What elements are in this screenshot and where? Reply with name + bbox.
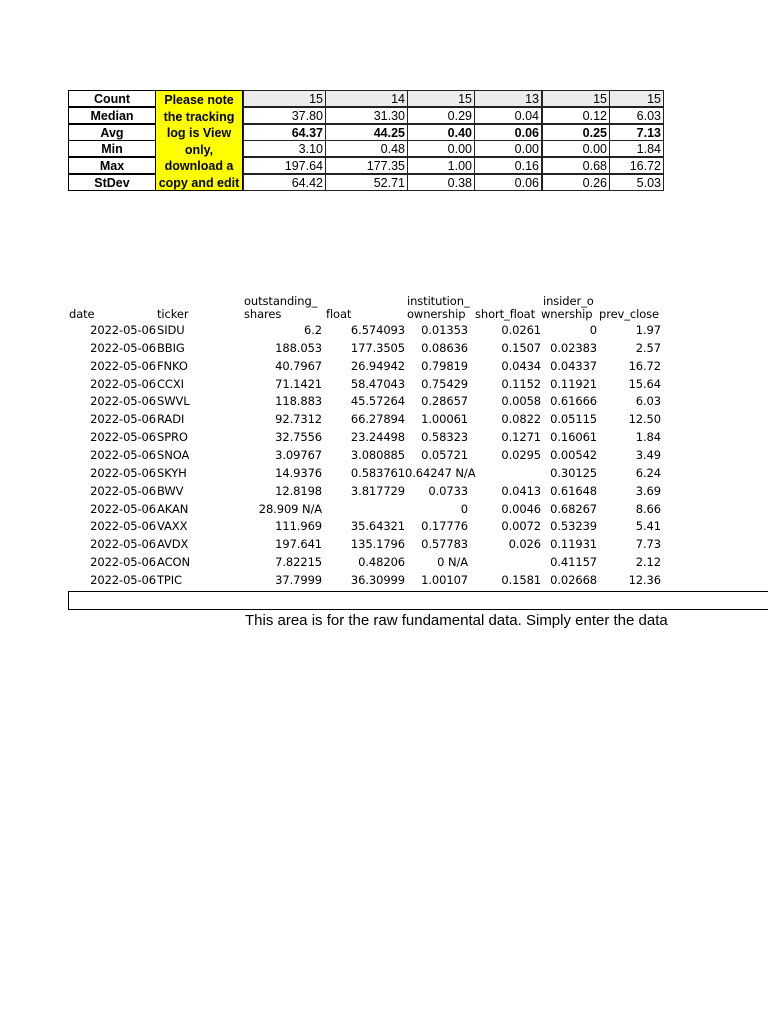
table-row [0,535,700,553]
header-outstanding-line2: shares [244,307,282,321]
cell-insider[interactable]: 0.02668 [550,572,597,587]
summary-value-cell[interactable]: 14 [325,90,408,107]
cell-short[interactable]: 0.0058 [501,394,541,409]
summary-value-cell[interactable]: 16.72 [609,157,664,174]
summary-value-cell[interactable]: 0.00 [474,140,542,157]
cell-inst[interactable]: 0.75429 [421,376,468,391]
cell-ticker[interactable]: TPIC [157,572,182,587]
table-row [0,500,700,518]
cell-short[interactable]: 0.0413 [501,483,541,498]
cell-inst[interactable]: 0.64247 N/A [405,465,476,480]
cell-insider[interactable]: 0.30125 [550,465,597,480]
cell-date[interactable]: 2022-05-06 [90,376,156,391]
summary-row-label: Min [68,140,156,157]
cell-shares[interactable]: 3.09767 [275,447,322,462]
cell-ticker[interactable]: AVDX [157,537,189,552]
cell-shares[interactable]: 111.969 [275,519,322,534]
table-row [0,392,700,410]
cell-shares[interactable]: 32.7556 [275,430,322,445]
cell-inst[interactable]: 0.79819 [421,358,468,373]
cell-date[interactable]: 2022-05-06 [90,340,156,355]
summary-value-cell[interactable]: 0.25 [542,124,610,141]
cell-float[interactable]: 135.1796 [350,537,405,552]
cell-shares[interactable]: 71.1421 [275,376,322,391]
cell-inst[interactable]: 0 [460,501,468,516]
summary-value-cell[interactable]: 1.84 [609,140,664,157]
cell-insider[interactable]: 0.11921 [550,376,597,391]
empty-input-row[interactable] [68,591,768,610]
cell-inst[interactable]: 0.08636 [421,340,468,355]
raw-data-instructions: This area is for the raw fundamental data. Simply enter the data [245,612,668,629]
summary-value-cell[interactable]: 5.03 [609,174,664,191]
cell-insider[interactable]: 0.61648 [550,483,597,498]
cell-float[interactable]: 0.48206 [358,555,405,570]
cell-float[interactable]: 177.3505 [350,340,405,355]
summary-value-cell[interactable]: 7.13 [609,124,664,141]
summary-value-cell[interactable]: 3.10 [243,140,326,157]
summary-value-cell[interactable]: 0.04 [474,107,542,124]
summary-row-label: Count [68,90,156,107]
cell-ticker[interactable]: BWV [157,483,184,498]
summary-value-cell[interactable]: 0.16 [474,157,542,174]
cell-prev[interactable]: 2.12 [635,555,661,570]
summary-value-cell[interactable]: 0.06 [474,174,542,191]
cell-prev[interactable]: 7.73 [635,537,661,552]
cell-float[interactable]: 3.080885 [350,447,405,462]
table-row [0,446,700,464]
cell-date[interactable]: 2022-05-06 [90,430,156,445]
cell-prev[interactable]: 1.84 [635,430,661,445]
cell-prev[interactable]: 2.57 [635,340,661,355]
cell-insider[interactable]: 0.53239 [550,519,597,534]
cell-prev[interactable]: 8.66 [635,501,661,516]
cell-short[interactable]: 0.1507 [501,340,541,355]
header-float: float [326,307,352,321]
table-row [0,553,700,571]
cell-insider[interactable]: 0.61666 [550,394,597,409]
summary-value-cell[interactable]: 1.00 [407,157,475,174]
summary-row-label: Avg [68,124,156,141]
header-prev-close: prev_close [599,307,660,321]
table-row [0,428,700,446]
cell-inst[interactable]: 0 N/A [437,555,468,570]
cell-float[interactable]: 26.94942 [350,358,405,373]
summary-row-label: Max [68,157,156,174]
cell-date[interactable]: 2022-05-06 [90,412,156,427]
cell-ticker[interactable]: SKYH [157,465,187,480]
summary-value-cell[interactable]: 0.12 [542,107,610,124]
table-row [0,357,700,375]
summary-value-cell[interactable]: 0.26 [542,174,610,191]
cell-float[interactable]: 45.57264 [350,394,405,409]
cell-ticker[interactable]: AKAN [157,501,189,516]
cell-short[interactable]: 0.0434 [501,358,541,373]
cell-shares[interactable]: 14.9376 [275,465,322,480]
cell-inst[interactable]: 0.05721 [421,447,468,462]
cell-shares[interactable]: 7.82215 [275,555,322,570]
summary-value-cell[interactable]: 64.42 [243,174,326,191]
cell-inst[interactable]: 0.17776 [421,519,468,534]
cell-insider[interactable]: 0.11931 [550,537,597,552]
cell-prev[interactable]: 3.49 [635,447,661,462]
table-row [0,517,700,535]
summary-value-cell[interactable]: 0.00 [542,140,610,157]
summary-value-cell[interactable]: 15 [243,90,326,107]
cell-prev[interactable]: 12.50 [628,412,661,427]
table-row [0,482,700,500]
cell-short[interactable]: 0.026 [508,537,541,552]
cell-date[interactable]: 2022-05-06 [90,519,156,534]
cell-ticker[interactable]: CCXI [157,376,184,391]
summary-value-cell[interactable]: 64.37 [243,124,326,141]
cell-ticker[interactable]: FNKO [157,358,188,373]
header-insider-line1: insider_o [543,294,594,308]
header-outstanding-line1: outstanding_ [244,294,318,308]
table-row [0,410,700,428]
summary-value-cell[interactable]: 0.68 [542,157,610,174]
cell-short[interactable]: 0.1581 [501,572,541,587]
summary-row-label: StDev [68,174,156,191]
summary-value-cell[interactable]: 197.64 [243,157,326,174]
summary-value-cell[interactable]: 15 [407,90,475,107]
cell-date[interactable]: 2022-05-06 [90,501,156,516]
table-row [0,339,700,357]
summary-value-cell[interactable]: 15 [542,90,610,107]
cell-ticker[interactable]: BBIG [157,340,185,355]
cell-date[interactable]: 2022-05-06 [90,483,156,498]
cell-inst[interactable]: 1.00061 [421,412,468,427]
cell-inst[interactable]: 0.57783 [421,537,468,552]
summary-value-cell[interactable]: 31.30 [325,107,408,124]
summary-value-cell[interactable]: 44.25 [325,124,408,141]
cell-short[interactable]: 0.0295 [501,447,541,462]
cell-prev[interactable]: 6.24 [635,465,661,480]
cell-prev[interactable]: 3.69 [635,483,661,498]
cell-insider[interactable]: 0.04337 [550,358,597,373]
cell-shares[interactable]: 37.7999 [275,572,322,587]
cell-float[interactable]: 35.64321 [350,519,405,534]
cell-prev[interactable]: 15.64 [628,376,661,391]
cell-short[interactable]: 0.0822 [501,412,541,427]
cell-inst[interactable]: 0.58323 [421,430,468,445]
header-institution-line1: institution_ [407,294,470,308]
cell-short[interactable]: 0.1271 [501,430,541,445]
cell-date[interactable]: 2022-05-06 [90,537,156,552]
cell-prev[interactable]: 1.97 [635,323,661,337]
cell-float[interactable]: 3.817729 [350,483,405,498]
table-row [0,321,700,339]
view-only-notice: Please note the tracking log is View only, download a copy and edit [155,90,243,191]
cell-short[interactable]: 0.0046 [501,501,541,516]
cell-date[interactable]: 2022-05-06 [90,358,156,373]
cell-date[interactable]: 2022-05-06 [90,394,156,409]
cell-shares[interactable]: 12.8198 [275,483,322,498]
cell-shares[interactable]: 40.7967 [275,358,322,373]
cell-insider[interactable]: 0.05115 [550,412,597,427]
cell-short[interactable]: 0.0072 [501,519,541,534]
cell-short[interactable]: 0.1152 [501,376,541,391]
cell-ticker[interactable]: SIDU [157,323,185,337]
cell-shares[interactable]: 92.7312 [275,412,322,427]
summary-row-label: Median [68,107,156,124]
summary-value-cell[interactable]: 0.06 [474,124,542,141]
summary-value-cell[interactable]: 52.71 [325,174,408,191]
cell-insider[interactable]: 0.68267 [550,501,597,516]
cell-inst[interactable]: 0.0733 [428,483,468,498]
summary-value-cell[interactable]: 37.80 [243,107,326,124]
cell-insider[interactable]: 0.00542 [550,447,597,462]
cell-prev[interactable]: 5.41 [635,519,661,534]
cell-short[interactable]: 0.0261 [501,323,541,337]
header-date: date [69,307,95,321]
summary-value-cell[interactable]: 177.35 [325,157,408,174]
cell-float[interactable]: 23.24498 [350,430,405,445]
cell-inst[interactable]: 0.01353 [421,323,468,337]
cell-insider[interactable]: 0.16061 [550,430,597,445]
cell-date[interactable]: 2022-05-06 [90,465,156,480]
cell-date[interactable]: 2022-05-06 [90,572,156,587]
cell-float[interactable]: 58.47043 [350,376,405,391]
cell-ticker[interactable]: SPRO [157,430,188,445]
cell-insider[interactable]: 0.41157 [550,555,597,570]
cell-insider[interactable]: 0 [589,323,597,337]
summary-value-cell[interactable]: 0.00 [407,140,475,157]
header-ticker: ticker [157,307,189,321]
cell-shares[interactable]: 188.053 [275,340,322,355]
summary-value-cell[interactable]: 0.38 [407,174,475,191]
cell-shares[interactable]: 197.641 [275,537,322,552]
cell-inst[interactable]: 1.00107 [421,572,468,587]
cell-float[interactable]: 66.27894 [350,412,405,427]
summary-value-cell[interactable]: 15 [609,90,664,107]
header-insider-line2: wnership [541,307,593,321]
summary-value-cell[interactable]: 0.48 [325,140,408,157]
cell-date[interactable]: 2022-05-06 [90,555,156,570]
cell-prev[interactable]: 16.72 [628,358,661,373]
header-short-float: short_float [475,307,536,321]
summary-value-cell[interactable]: 0.29 [407,107,475,124]
cell-ticker[interactable]: ACON [157,555,190,570]
summary-value-cell[interactable]: 6.03 [609,107,664,124]
cell-date[interactable]: 2022-05-06 [90,447,156,462]
cell-ticker[interactable]: SWVL [157,394,190,409]
cell-ticker[interactable]: VAXX [157,519,188,534]
summary-value-cell[interactable]: 13 [474,90,542,107]
table-row [0,571,700,589]
cell-ticker[interactable]: SNOA [157,447,190,462]
cell-shares[interactable]: 118.883 [275,394,322,409]
table-row [0,464,700,482]
cell-shares[interactable]: 28.909 N/A [258,501,322,516]
cell-shares[interactable]: 6.2 [304,323,322,337]
header-institution-line2: ownership [407,307,466,321]
cell-float[interactable]: 0.583761 [350,465,405,480]
cell-float[interactable]: 36.30999 [350,572,405,587]
cell-insider[interactable]: 0.02383 [550,340,597,355]
cell-inst[interactable]: 0.28657 [421,394,468,409]
cell-date[interactable]: 2022-05-06 [90,323,156,337]
cell-prev[interactable]: 6.03 [635,394,661,409]
cell-prev[interactable]: 12.36 [628,572,661,587]
summary-value-cell[interactable]: 0.40 [407,124,475,141]
table-row [0,375,700,393]
cell-float[interactable]: 6.574093 [350,323,405,337]
cell-ticker[interactable]: RADI [157,412,185,427]
